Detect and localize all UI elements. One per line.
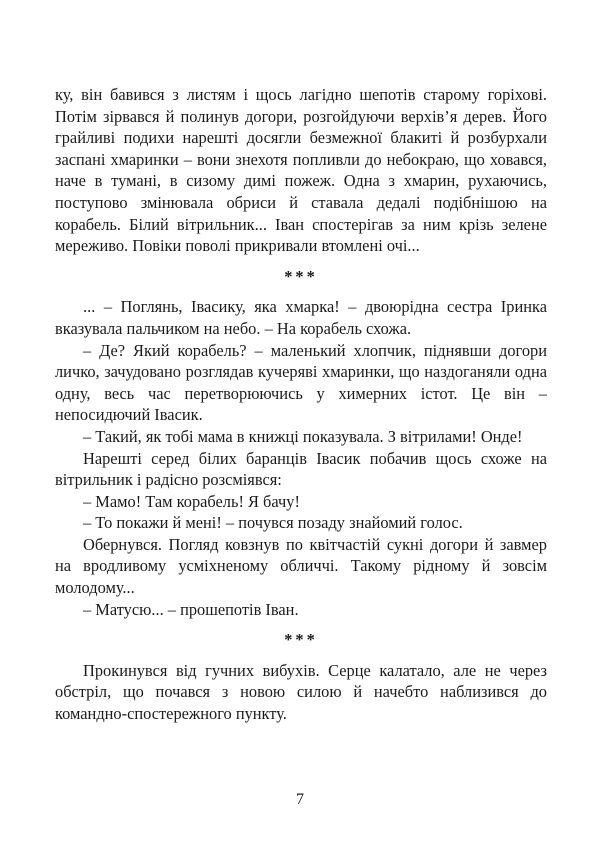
section-separator: *** — [284, 266, 318, 286]
body-paragraph: ... – Поглянь, Івасику, яка хмарка! – двоюрідна сестра Іринка вказувала пальчиком на небо. – На корабель схожа. — [55, 297, 547, 338]
body-paragraph: – Матусю... – прошепотів Іван. — [83, 599, 299, 619]
body-paragraph: Нарешті серед білих баранців Івасик побачив щось схоже на вітрильник і радісно розсміявся: — [55, 448, 547, 490]
body-paragraph: – Де? Який корабель? – маленький хлопчик, піднявши догори личко, зачудовано розглядав кучеряві хмаринки, що наздоганяли одна одну, весь час перетворюючись у химерних істот. Це він – непосидючий Івасик. — [55, 340, 547, 425]
body-paragraph: – Мамо! Там корабель! Я бачу! — [83, 491, 300, 511]
body-paragraph: ку, він бавився з листям і щось лагідно шепотів старому горіхові. Потім зірвався й полинув догори, розгойдуючи верхів’я дерев. Його грайливі подихи нарешті досягли безмежної блакиті й розбурхали заспані хмаринки – вони знехотя попливли до небокраю, що ховався, наче в тумані, в сизому димі пожеж. Одна з хмарин, рухаючись, поступово змінювала обриси й ставала дедалі подібнішою на корабель. Білий вітрильник... Іван спостерігав за ним крізь зелене мереживо. Повіки поволі прикривали втомлені очі... — [55, 85, 547, 256]
body-paragraph: – То покажи й мені! – почувся позаду знайомий голос. — [83, 513, 463, 533]
body-paragraph: – Такий, як тобі мама в книжці показувала. З вітрилами! Онде! — [83, 426, 523, 446]
page-text — [55, 84, 547, 725]
body-paragraph: Прокинувся від гучних вибухів. Серце калатало, але не через обстріл, що почався з новою силою й начебто наблизився до командно-спостережного пункту. — [55, 660, 547, 724]
page-number: 7 — [296, 791, 304, 808]
body-paragraph: Обернувся. Погляд ковзнув по квітчастій сукні догори й завмер на вродливому усміхненому обличчі. Такому рідному й зовсім молодому... — [55, 534, 547, 598]
section-separator: *** — [284, 630, 318, 650]
